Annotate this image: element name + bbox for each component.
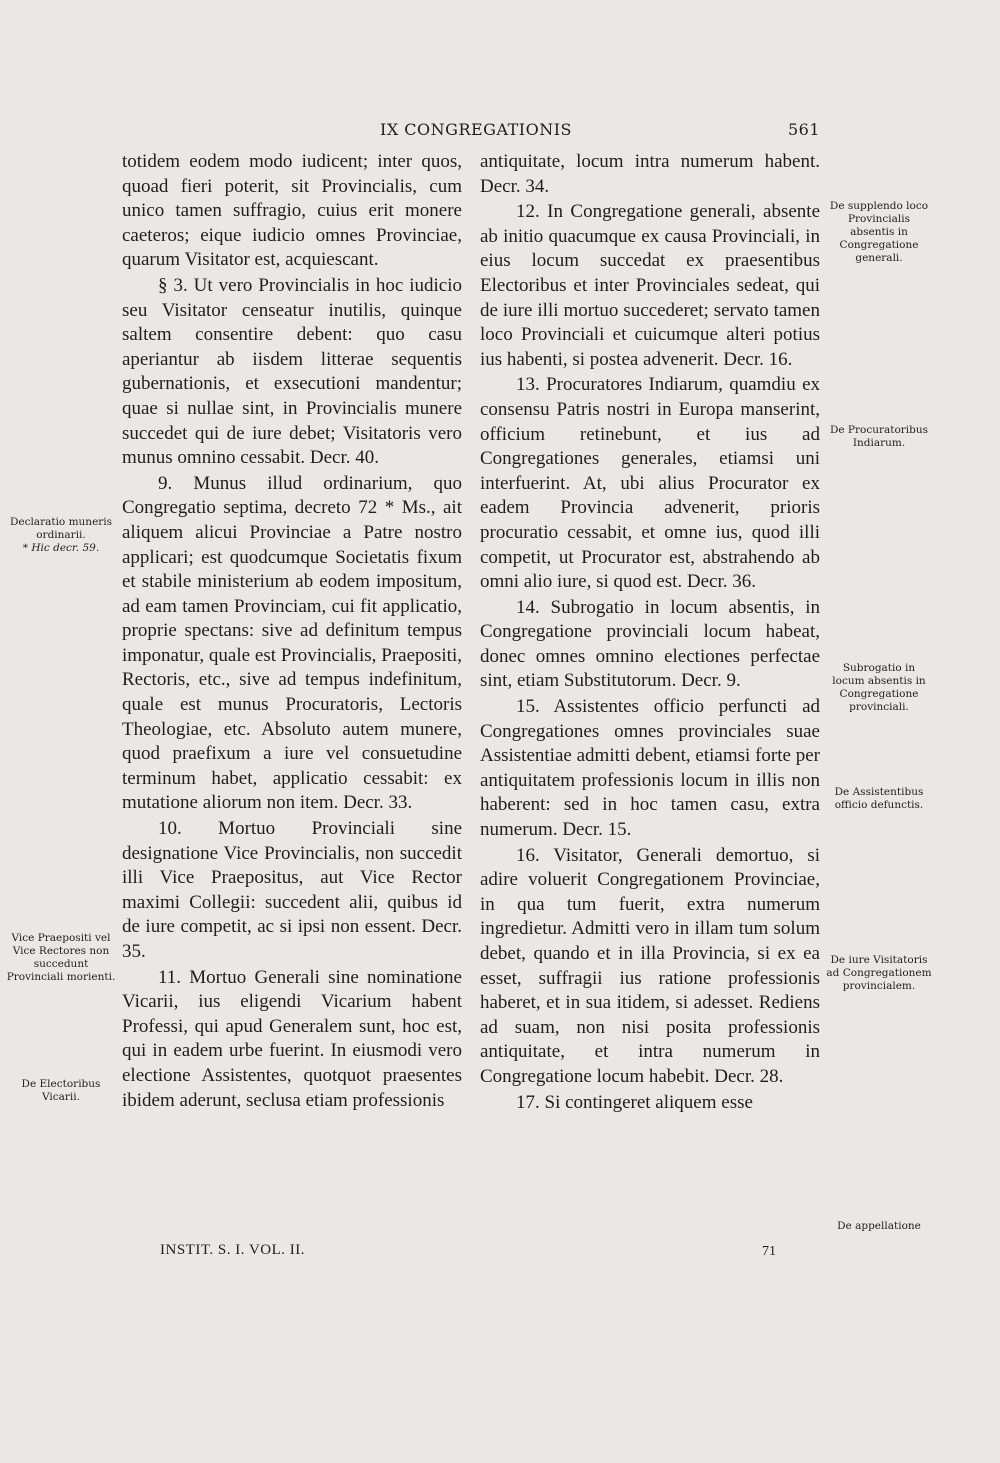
margin-note-supplendo: De supplendo loco Provincialis absentis in Congregatione generali. <box>829 200 929 264</box>
margin-note-iure-visitatoris: De iure Visitatoris ad Congregationem provincialem. <box>826 954 932 992</box>
paragraph: 13. Procuratores Indiarum, quamdiu ex consensu Patris nostri in Europa manserint, officium retinebunt, et ius ad Congregationes generales, etiamsi uni interfuerint. At, ubi alius Procurator ex eadem Provincia advenerit, prioris procuratio cessabit, et omne ius, quod illi competit, ut Procurator est, abstrahendo ab omni alio iure, si quod est. Decr. 36. <box>480 374 820 593</box>
margin-note-electoribus: De Electoribus Vicarii. <box>21 1078 101 1103</box>
paragraph: antiquitate, locum intra numerum habent. Decr. 34. <box>480 151 820 197</box>
margin-note-declaratio <box>6 516 116 555</box>
paragraph: 14. Subrogatio in locum absentis, in Congregatione provinciali locum habeat, donec omnes omnino electiones perfectae sint, etiam Substitutorum. Decr. 9. <box>480 596 820 692</box>
paragraph: 16. Visitator, Generali demortuo, si adire voluerit Congregationem Provinciae, in qua tum fuerit, extra numerum ingredietur. Admitti vero in illam tum solum debet, quando et in illa Provincia, si ex ea esset, suffragii ius ratione professionis haberet, et in sua itidem, si adesset. Rediens ad suam, non nisi posita professionis antiquitate, et intra numerum in Congregatione locum habebit. Decr. 28. <box>480 844 820 1087</box>
paragraph: 10. Mortuo Provinciali sine designatione Vice Provincialis, non succedit illi Vice Praepositus, aut Vice Rector maximi Collegii: succedent alii, quibus id de iure competit, ac si ipsi non essent. Decr. 35. <box>122 818 462 962</box>
paragraph: 17. Si contingeret aliquem esse <box>516 1091 753 1113</box>
paragraph: 9. Munus illud ordinarium, quo Congregatio septima, decreto 72 * Ms., ait aliquem alicui Provinciae a Patre nostro applicari; est quodcumque Societatis fixum et stabile ministerium ab eodem impositum, ad eam tamen Provinciam, cui fit applicatio, proprie spectans: sive ad definitum tempus imponatur, quale est Provincialis, Praepositi, Rectoris, etc., sive ad tempus indefinitum, quale est munus Procuratoris, Lectoris Theologiae, etc. Absoluto autem munere, quod praefixum a iure vel consuetudine terminum habet, applicatio cessabit: ex mutatione aliorum non item. Decr. 33. <box>122 472 462 814</box>
paragraph: 11. Mortuo Generali sine nominatione Vicarii, ius eligendi Vicarium habent Professi, qui apud Generalem sunt, hoc est, qui in eadem urbe fuerint. In eiusmodi vero electione Assistentes, quotquot praesentes ibidem aderunt, seclusa etiam professionis <box>122 966 462 1111</box>
margin-note-reference: * Hic decr. 59. <box>22 542 100 554</box>
right-text-column <box>480 150 820 1116</box>
sheet-number: 71 <box>762 1244 776 1259</box>
margin-note-procuratoribus: De Procuratoribus Indiarum. <box>829 424 929 449</box>
paragraph: totidem eodem modo iudicent; inter quos, quoad fieri poterit, sit Provincialis, cum unico tamen suffragio, cuius erit monere caeteros; eique iudicio omnes Provinciae, quarum Visitator est, acquiescant. <box>122 151 462 271</box>
margin-note-subrogatio: Subrogatio in locum absentis in Congregatione provinciali. <box>832 662 926 713</box>
margin-note-assistentibus: De Assistentibus officio defunctis. <box>834 786 924 811</box>
paragraph: 15. Assistentes officio perfuncti ad Congregationes omnes provinciales suae Assistentiae admitti debent, etiamsi forte per antiquitatem professionis locum in illis non haberent: sed in hoc tamen casu, extra numerum. Decr. 15. <box>480 696 820 841</box>
paragraph: § 3. Ut vero Provincialis in hoc iudicio seu Visitator censeatur inutilis, quinque saltem consentire debent: quo casu aperiantur ab iisdem litterae sequentis gubernationis, et exsecutioni mandentur; quae si nullae sint, in Provincialis munere succedet qui de iure debet; Visitatoris vero munus omnino cessabit. Decr. 40. <box>122 274 462 469</box>
page-number: 561 <box>787 120 820 139</box>
running-head <box>120 116 820 146</box>
margin-note-vice-praepositi: Vice Praepositi vel Vice Rectores non succedunt Provinciali morienti. <box>6 932 116 983</box>
left-text-column <box>122 150 462 1114</box>
running-head-title: IX CONGREGATIONIS <box>380 120 573 139</box>
margin-note-text: Declaratio muneris ordinarii. <box>9 516 113 541</box>
printer-signature: INSTIT. S. I. VOL. II. <box>160 1242 306 1258</box>
paragraph: 12. In Congregatione generali, absente ab initio quacumque ex causa Provinciali, in eius locum succedat ex praesentibus Electoribus et inter Provinciales sedeat, qui de iure illi mortuo succederet; servato tamen loco Provinciali et cuicumque alteri potius ius habenti, si postea advenerit. Decr. 16. <box>480 201 820 370</box>
margin-note-appellatione: De appellatione <box>837 1220 921 1232</box>
